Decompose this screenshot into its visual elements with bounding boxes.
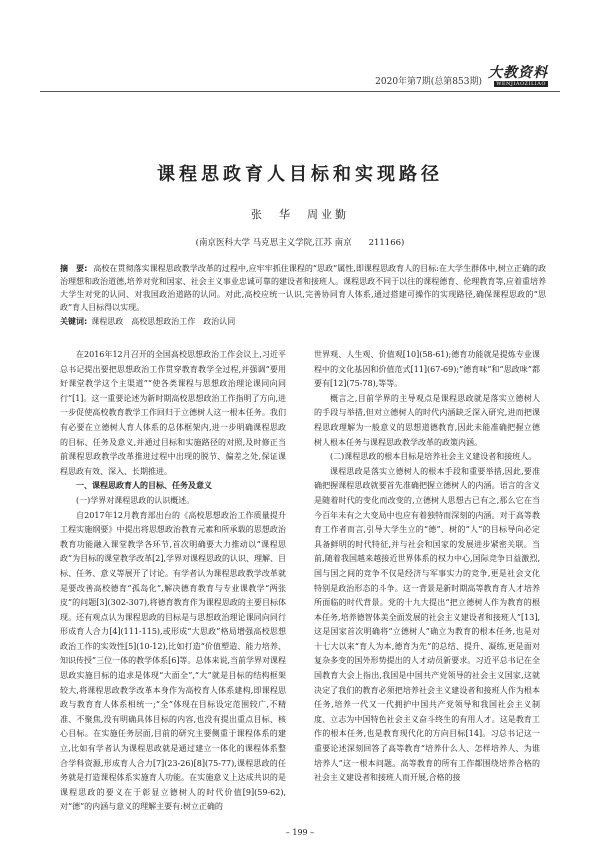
abstract-text: 高校在贯彻落实课程思政教学改革的过程中,应牢牢抓住课程的“思政”属性,即课程思政育人的目标:在大学生群体中,树立正确的政治理想和政治道德,培养对党和国家、社会主义事业忠诚可靠的建设者和接班人。课程思政不同于以往的课程德育、伦理教育等,应着重培养大学生对党的认同、对我国政治道路的认同。对此,高校应统一认识,完善协同育人体系,通过搭建可操作的实现路径,确保课程思政的“思政”育人目标得以实现。 [60, 264, 546, 312]
abstract [60, 262, 546, 314]
body-column-left [60, 348, 286, 813]
journal-name-pinyin: WENJIAOZILIAO [496, 81, 546, 87]
abstract-label: 摘 要: [60, 264, 88, 273]
journal-logo [488, 66, 548, 87]
running-header [375, 66, 548, 87]
section-heading: 一、课程思政育人的目标、任务及意义 [76, 481, 212, 491]
keywords-text: 课程思政 高校思想政治工作 政治认同 [91, 317, 236, 326]
paragraph: 概言之,目前学界的主导观点是课程思政就是落实立德树人的手段与举措,但对立德树人的时代内涵缺乏深入研究,进而把课程思政理解为一般意义的思想道德教育,因此未能准确把握立德树人根本任务与课程思政教学改革的政策内涵。 [314, 393, 540, 447]
paragraph: 自2017年12月教育部出台的《高校思想政治工作质量提升工程实施纲要》中提出将思想政治教育元素和所承载的思想政治教育功能融入课堂教学各环节,首次明确要大力推动以“课程思政”为目标的课堂教学改革[2],学界对课程思政的认识、理解、目标、任务、意义等展开了讨论。有学者认为课程思政教学改革就是要改善高校德育“孤岛化”,解决德育教育与专业课教学“两张皮”的问题[3](302-307),将德育教育作为课程思政的主要目标体现。还有观点认为课程思政的目标是与思想政治理论课同向同行形成育人合力[4](111-115),或形成“大思政”格局增强高校思想政治工作的实效性[5](10-12),比如打造“价值塑造、能力培养、知识传授”三位一体的教学体系[6]等。总体来说,当前学界对课程思政实施目标的追求是体现“大面全”,“大”就是目标的结构框架较大,将课程思政教学改革本身作为高校育人体系建构,即课程思政与教育育人体系相统一;“全”体现在目标设定范围较广,不精准、不聚焦,没有明确具体目标的内容,也没有提出重点目标、核心目标。在实施任务层面,目前的研究主要侧重于课程体系的建立,比如有学者认为课程思政就是通过建立一体化的课程体系整合学科资源,形成育人合力[7](23-26)[8](75-77),课程思政的任务就是打造课程体系实施育人功能。在实施意义上达成共识的是课程思政的要义在于彰显立德树人的时代价值[9](59-62),对“德”的内涵与意义的理解主要有:树立正确的 [60, 510, 286, 812]
subsection-heading: (二)课程思政的根本目标是培养社会主义建设者和接班人。 [330, 452, 537, 462]
body-column-right [314, 348, 540, 813]
authors: 张 华 周业勤 [251, 208, 349, 221]
keywords [60, 315, 546, 328]
article-title: 课程思政育人目标和实现路径 [157, 164, 443, 185]
journal-name: 大教资料 [488, 65, 548, 81]
issue-label: 2020年第7期(总第853期) [375, 77, 482, 87]
keywords-label: 关键词: [60, 317, 88, 326]
paragraph: 世界观、人生观、价值观[10](58-61);德育功能就是提炼专业课程中的文化基因和价值范式[11](67-69);“德育味”和“思政味”都要有[12](75-78),等等。 [314, 350, 540, 389]
header-divider [40, 91, 560, 92]
subsection-heading: (一)学界对课程思政的认识概述。 [76, 495, 195, 505]
affiliation: (南京医科大学 马克思主义学院,江苏 南京 211166) [195, 238, 405, 248]
page-number: – 199 – [285, 828, 315, 837]
paragraph: 在2016年12月召开的全国高校思想政治工作会议上,习近平总书记提出要把思想政治工作贯穿教育教学全过程,并强调“要用好课堂教学这个主渠道”“使各类课程与思想政治理论课同向同行”[1]。这一重要论述为新时期高校思想政治工作指明了方向,进一步促使高校教育教学工作回归于立德树人这一根本任务。我们有必要在立德树人育人体系的总体框架内,进一步明确课程思政的目标、任务及意义,并通过目标和实施路径的对照,及时修正当前课程思政教学改革推进过程中出现的脱节、偏差之处,保证课程思政有效、深入、长期推进。 [60, 350, 286, 476]
paragraph: 课程思政是落实立德树人的根本手段和重要举措,因此,要准确把握课程思政就要首先准确把握立德树人的内涵。语言的含义是随着时代的变化而改变的,立德树人思想古已有之,那么它在当今百年未有之大变局中也应有着独特而深刻的内涵。对于高等教育工作者而言,引导大学生立的“德”、树的“人”的目标导向必定具备鲜明的时代特征,并与社会和国家的发展进步紧密关联。当前,随着我国越来越接近世界体系的权力中心,国际竞争日益激烈,国与国之间的竞争不仅是经济与军事实力的竞争,更是社会文化特别是政治形态的斗争。这一背景是新时期高等教育育人才培养所面临的时代背景。党的十九大提出“把立德树人作为教育的根本任务,培养德智体美全面发展的社会主义建设者和接班人”[13],这是国家首次明确将“立德树人”确立为教育的根本任务,也是对十七大以来“育人为本,德育为先”的总结、提升、凝练,更是面对复杂多变的国外形势提出的人才动员新要求。习近平总书记在全国教育大会上指出,我国是中国共产党领导的社会主义国家,这就决定了我们的教育必须把培养社会主义建设者和接班人作为根本任务,培养一代又一代拥护中国共产党领导和我国社会主义制度、立志为中国特色社会主义奋斗终生的有用人才。这是教育工作的根本任务,也是教育现代化的方向目标[14]。习总书记这一重要论述深刻回答了高等教育“培养什么人、怎样培养人、为谁培养人”这一根本问题。高等教育的所有工作都围绕培养合格的社会主义建设者和接班人而开展,合格的接 [314, 466, 540, 783]
